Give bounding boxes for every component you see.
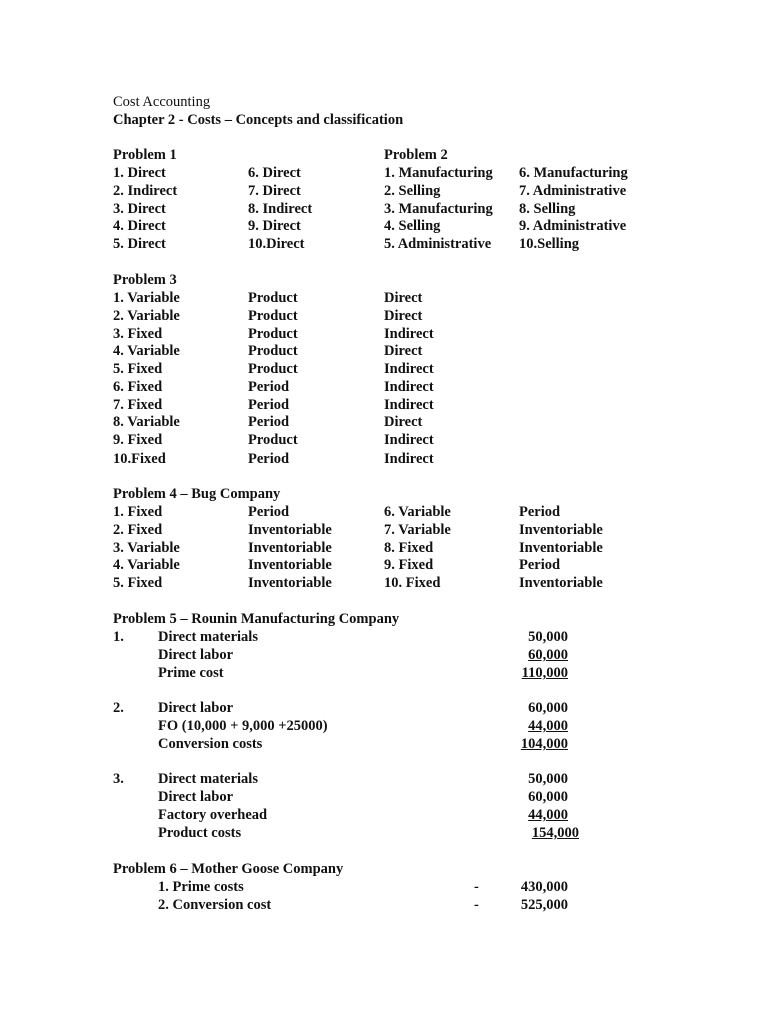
problem5-value: 44,000 [528, 718, 568, 734]
problem4-cell: 2. Fixed [113, 522, 163, 538]
problem3-cell: 2. Variable [113, 308, 180, 324]
problem5-value: 50,000 [528, 629, 568, 645]
problem3-cell: 7. Fixed [113, 397, 163, 413]
problem3-cell: Product [248, 432, 298, 448]
problem3-cell: Period [248, 414, 290, 430]
problem4-cell: Inventoriable [519, 575, 603, 591]
problem5-value: 60,000 [528, 700, 568, 716]
problem2-item: 8. Selling [519, 201, 576, 217]
problem5-total: 104,000 [520, 736, 568, 752]
problem5-label: Direct labor [158, 789, 234, 805]
problem5-part-number: 1. [113, 629, 124, 645]
problem3-cell: Direct [384, 343, 423, 359]
problem3-cell: Product [248, 343, 298, 359]
problem2-item: 10.Selling [519, 236, 580, 252]
problem4-cell: Inventoriable [248, 557, 332, 573]
problem5-value: 60,000 [528, 789, 568, 805]
problem3-cell: Indirect [384, 361, 434, 377]
problem1-item: 1. Direct [113, 165, 166, 181]
problem2-item: 5. Administrative [384, 236, 492, 252]
problem5-label: Product costs [158, 825, 242, 841]
problem3-cell: 3. Fixed [113, 326, 163, 342]
problem1-item: 4. Direct [113, 218, 166, 234]
problem1-item: 10.Direct [248, 236, 305, 252]
problem4-cell: Inventoriable [519, 522, 603, 538]
problem1-item: 5. Direct [113, 236, 166, 252]
problem4-cell: 6. Variable [384, 504, 451, 520]
problem1-item: 3. Direct [113, 201, 166, 217]
problem5-label: Direct materials [158, 771, 258, 787]
problem4-title: Problem 4 – Bug Company [113, 486, 281, 502]
problem2-item: 1. Manufacturing [384, 165, 493, 181]
problem6-label: 2. Conversion cost [158, 897, 272, 913]
problem3-cell: Product [248, 290, 298, 306]
problem4-cell: 7. Variable [384, 522, 451, 538]
problem3-cell: Indirect [384, 326, 434, 342]
problem3-title: Problem 3 [113, 272, 177, 288]
problem6-dash: - [474, 879, 479, 895]
problem2-item: 7. Administrative [519, 183, 627, 199]
problem3-cell: Direct [384, 308, 423, 324]
problem1-item: 2. Indirect [113, 183, 178, 199]
problem3-cell: 10.Fixed [113, 451, 166, 467]
problem2-item: 3. Manufacturing [384, 201, 493, 217]
problem1-item: 8. Indirect [248, 201, 313, 217]
problem6-label: 1. Prime costs [158, 879, 244, 895]
problem3-cell: Indirect [384, 432, 434, 448]
problem3-cell: Product [248, 326, 298, 342]
problem3-cell: 6. Fixed [113, 379, 163, 395]
problem6-dash: - [474, 897, 479, 913]
problem3-cell: 4. Variable [113, 343, 180, 359]
problem1-item: 6. Direct [248, 165, 301, 181]
problem2-title: Problem 2 [384, 147, 448, 163]
problem2-item: 4. Selling [384, 218, 441, 234]
problem3-cell: 8. Variable [113, 414, 180, 430]
problem3-cell: Direct [384, 414, 423, 430]
problem4-cell: 1. Fixed [113, 504, 163, 520]
problem1-item: 9. Direct [248, 218, 301, 234]
problem3-cell: Period [248, 379, 290, 395]
problem3-cell: Product [248, 308, 298, 324]
problem6-title: Problem 6 – Mother Goose Company [113, 861, 344, 877]
problem4-cell: 8. Fixed [384, 540, 434, 556]
problem6-value: 430,000 [520, 879, 568, 895]
problem5-value: 60,000 [528, 647, 568, 663]
problem4-cell: Inventoriable [519, 540, 603, 556]
problem5-label: Prime cost [158, 665, 224, 681]
problem5-label: Factory overhead [158, 807, 268, 823]
problem3-cell: Indirect [384, 397, 434, 413]
problem2-item: 6. Manufacturing [519, 165, 628, 181]
problem4-cell: Period [519, 504, 561, 520]
problem5-total: 110,000 [521, 665, 568, 681]
problem4-cell: Period [519, 557, 561, 573]
problem5-part-number: 3. [113, 771, 124, 787]
problem5-label: Conversion costs [158, 736, 263, 752]
problem1-title: Problem 1 [113, 147, 177, 163]
problem5-label: Direct materials [158, 629, 258, 645]
problem5-title: Problem 5 – Rounin Manufacturing Company [113, 611, 400, 627]
problem4-cell: 3. Variable [113, 540, 180, 556]
problem4-cell: 5. Fixed [113, 575, 163, 591]
problem5-part-number: 2. [113, 700, 124, 716]
problem5-value: 44,000 [528, 807, 568, 823]
problem3-cell: 1. Variable [113, 290, 180, 306]
problem3-cell: Product [248, 361, 298, 377]
problem6-value: 525,000 [520, 897, 568, 913]
problem3-cell: 5. Fixed [113, 361, 163, 377]
problem4-cell: 9. Fixed [384, 557, 434, 573]
problem3-cell: Period [248, 451, 290, 467]
problem3-cell: Direct [384, 290, 423, 306]
problem4-cell: Inventoriable [248, 522, 332, 538]
problem5-value: 50,000 [528, 771, 568, 787]
problem5-label: Direct labor [158, 700, 234, 716]
problem3-cell: 9. Fixed [113, 432, 163, 448]
problem2-item: 2. Selling [384, 183, 441, 199]
problem4-cell: Inventoriable [248, 540, 332, 556]
problem3-cell: Indirect [384, 379, 434, 395]
problem4-cell: 4. Variable [113, 557, 180, 573]
chapter-title: Chapter 2 - Costs – Concepts and classification [113, 112, 404, 128]
problem5-label: Direct labor [158, 647, 234, 663]
problem4-cell: Inventoriable [248, 575, 332, 591]
course-title: Cost Accounting [113, 94, 211, 110]
problem4-cell: Period [248, 504, 290, 520]
problem3-cell: Indirect [384, 451, 434, 467]
problem2-item: 9. Administrative [519, 218, 627, 234]
problem3-cell: Period [248, 397, 290, 413]
problem5-total: 154,000 [531, 825, 579, 841]
problem1-item: 7. Direct [248, 183, 301, 199]
problem4-cell: 10. Fixed [384, 575, 441, 591]
problem5-label: FO (10,000 + 9,000 +25000) [158, 718, 328, 734]
